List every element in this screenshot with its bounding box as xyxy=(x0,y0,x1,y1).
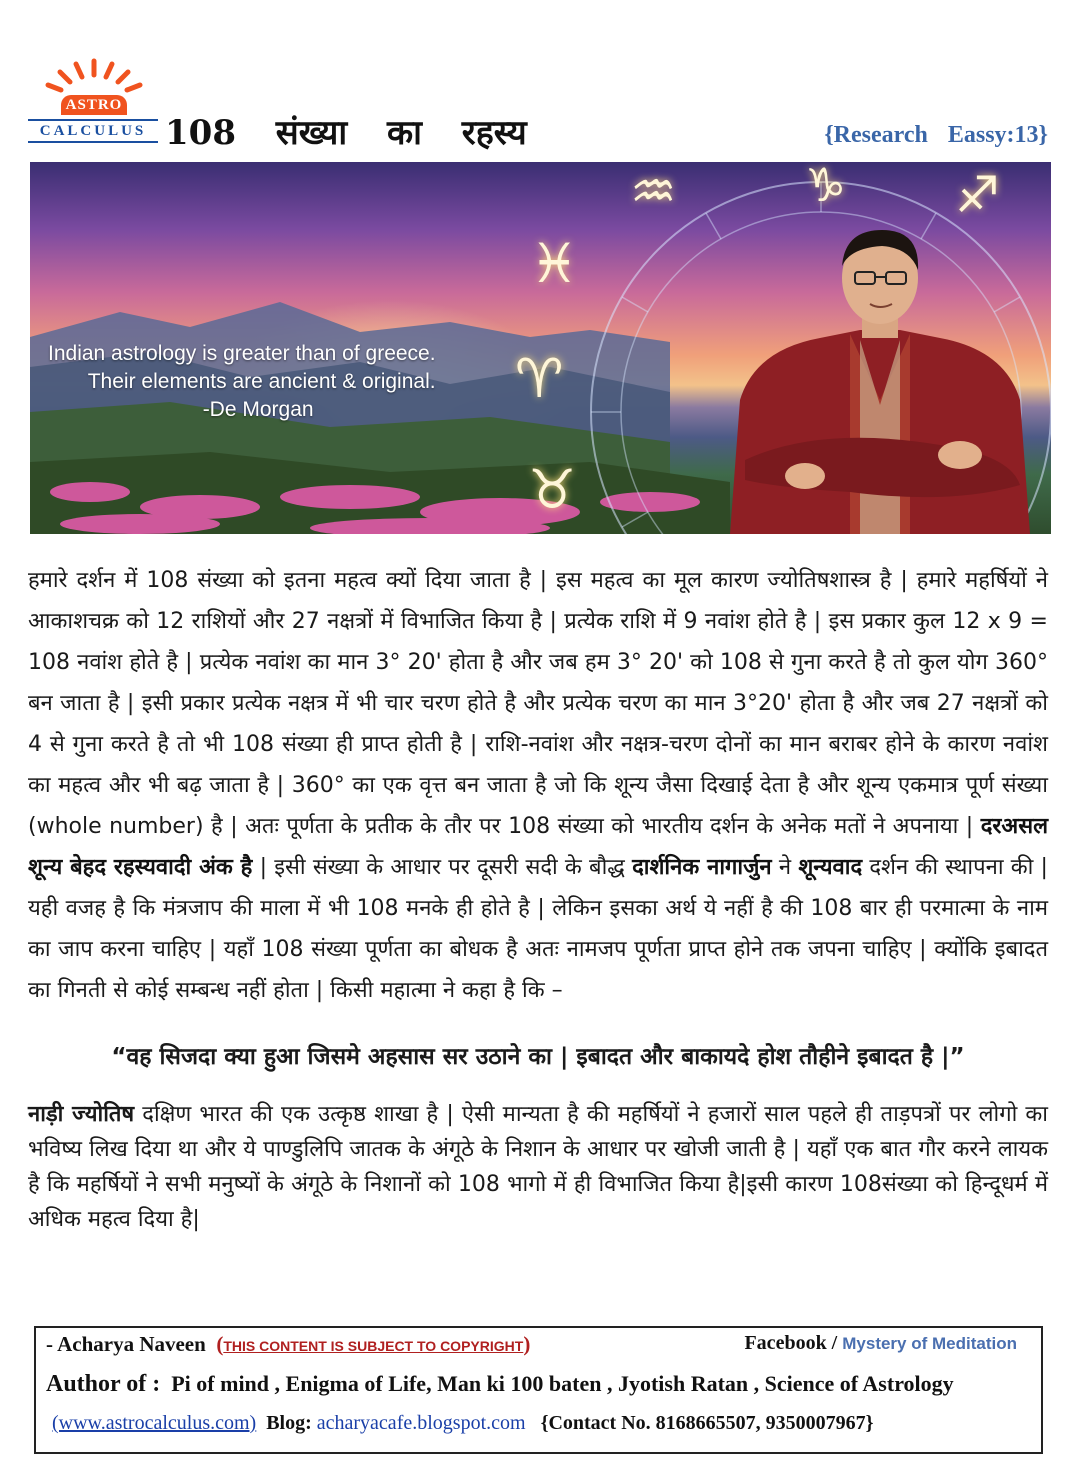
copyright-close-paren: ) xyxy=(523,1332,531,1356)
contact-numbers: {Contact No. 8168665507, 9350007967} xyxy=(540,1412,874,1434)
taurus-icon: ♉ xyxy=(528,458,577,521)
banner-quote-line1: Indian astrology is greater than of greece. xyxy=(48,342,436,365)
paragraph-text: | इसी संख्या के आधार पर दूसरी सदी के बौद्ध xyxy=(259,855,625,880)
copyright-notice: THIS CONTENT IS SUBJECT TO COPYRIGHT xyxy=(223,1338,524,1354)
blog-label: Blog: xyxy=(266,1412,312,1434)
paragraph-108-significance xyxy=(28,560,1048,1011)
books-label: Author of : xyxy=(46,1371,161,1397)
aquarius-icon: ♒ xyxy=(630,162,677,222)
astro-calculus-logo xyxy=(28,55,160,145)
paragraph-text: ने xyxy=(778,855,792,880)
bold-phrase-nadi-jyotish: नाड़ी ज्योतिष xyxy=(28,1102,135,1127)
facebook-page-link[interactable]: Mystery of Meditation xyxy=(842,1334,1017,1353)
logo-astro-text: ASTRO xyxy=(61,95,127,115)
paragraph-text: दक्षिण भारत की एक उत्कृष्ठ शाखा है | ऐसी मान्यता है की महर्षियों ने हजारों साल पहले ही ताड़पत्रों पर लोगो का भविष्य लिख दिया था और ये पाण्डुलिपि जातक के अंगूठे के निशान के आधार पर खोजी जाती है | यहाँ एक बात गौर करने लायक है कि महर्षियों ने सभी मनुष्यों के अंगूठे के निशानों को 108 भागो में ही विभाजित किया है|इसी कारण 108संख्या को हिन्दूधर्म में अधिक महत्व दिया है| xyxy=(28,1102,1048,1232)
hero-banner-image xyxy=(30,162,1051,534)
sagittarius-icon: ♐ xyxy=(955,166,1000,224)
article-body xyxy=(28,560,1048,1237)
books-list: Pi of mind , Enigma of Life, Man ki 100 baten , Jyotish Ratan , Science of Astrology xyxy=(171,1371,954,1396)
essay-tag: {Research Eassy:13} xyxy=(824,122,1048,148)
banner-quote xyxy=(48,340,436,424)
bold-phrase-shunyavad: शून्यवाद xyxy=(798,855,863,880)
books-line xyxy=(46,1371,954,1398)
blog-link[interactable]: acharyacafe.blogspot.com xyxy=(316,1412,526,1434)
quote-couplet: “वह सिजदा क्या हुआ जिसमे अहसास सर उठाने का | इबादत और बाकायदे होश तौहीने इबादत है |” xyxy=(111,1044,965,1070)
paragraph-text: दर्शन की स्थापना की | यही वजह है कि मंत्रजाप की माला में भी 108 मनके ही होते है | लेकिन इसका अर्थ ये नहीं है की 108 बार ही परमात्मा के नाम का जाप करना चाहिए | यहाँ 108 संख्या पूर्णता का बोधक है अतः नामजप पूर्णता प्राप्त होने तक जपना चाहिए | क्योंकि इबादत का गिनती से कोई सम्बन्ध नहीं होता | किसी महात्मा ने कहा है कि – xyxy=(28,855,1048,1003)
contact-line xyxy=(52,1412,874,1435)
banner-quote-line2: Their elements are ancient & original. xyxy=(87,370,436,393)
paragraph-nadi-jyotish xyxy=(28,1097,1048,1237)
capricorn-icon: ♑ xyxy=(805,162,847,212)
facebook-line xyxy=(744,1332,1017,1355)
logo-calculus-text: CALCULUS xyxy=(28,119,158,143)
website-link[interactable]: (www.astrocalculus.com) xyxy=(52,1412,257,1434)
author-line xyxy=(46,1332,530,1357)
author-photo xyxy=(710,230,1050,534)
bold-phrase-zero-mystic: दरअसल शून्य बेहद रहस्यवादी अंक है xyxy=(28,814,1048,880)
aries-icon: ♈ xyxy=(515,347,564,410)
author-name: - Acharya Naveen xyxy=(46,1332,206,1356)
copyright-open-paren: ( xyxy=(216,1332,224,1356)
author-footer-box xyxy=(34,1326,1043,1454)
paragraph-text: हमारे दर्शन में 108 संख्या को इतना महत्व क्यों दिया जाता है | इस महत्व का मूल कारण ज्योतिषशास्त्र है | हमारे महर्षियों ने आकाशचक्र को 12 राशियों और 27 नक्षत्रों में विभाजित किया है | प्रत्येक राशि में 9 नवांश होते है | इस प्रकार कुल 12 x 9 = 108 नवांश होते है | प्रत्येक नवांश का मान 3° 20' होता है और जब हम 3° 20' को 108 से गुना करते है तो कुल योग 360° बन जाता है | इसी प्रकार प्रत्येक नक्षत्र में भी चार चरण होते है और प्रत्येक चरण का मान 3°20' होता है और जब 27 नक्षत्रों को 4 से गुना करते है तो भी 108 संख्या ही प्राप्त होती है | राशि-नवांश और नक्षत्र-चरण दोनों का मान बराबर होने के कारण नवांश का महत्व और भी बढ़ जाता है | 360° का एक वृत्त बन जाता है जो कि शून्य जैसा दिखाई देता है और शून्य एकमात्र पूर्ण संख्या (whole number) है | अतः पूर्णता के प्रतीक के तौर पर 108 संख्या को भारतीय दर्शन के अनेक मतों ने अपनाया | xyxy=(28,568,1048,839)
bold-phrase-nagarjuna: दार्शनिक नागार्जुन xyxy=(632,855,772,880)
pisces-icon: ♓ xyxy=(530,232,579,295)
page-title: 108 संख्या का रहस्य xyxy=(165,113,527,153)
facebook-label: Facebook / xyxy=(744,1332,838,1354)
banner-quote-author: -De Morgan xyxy=(202,398,314,421)
